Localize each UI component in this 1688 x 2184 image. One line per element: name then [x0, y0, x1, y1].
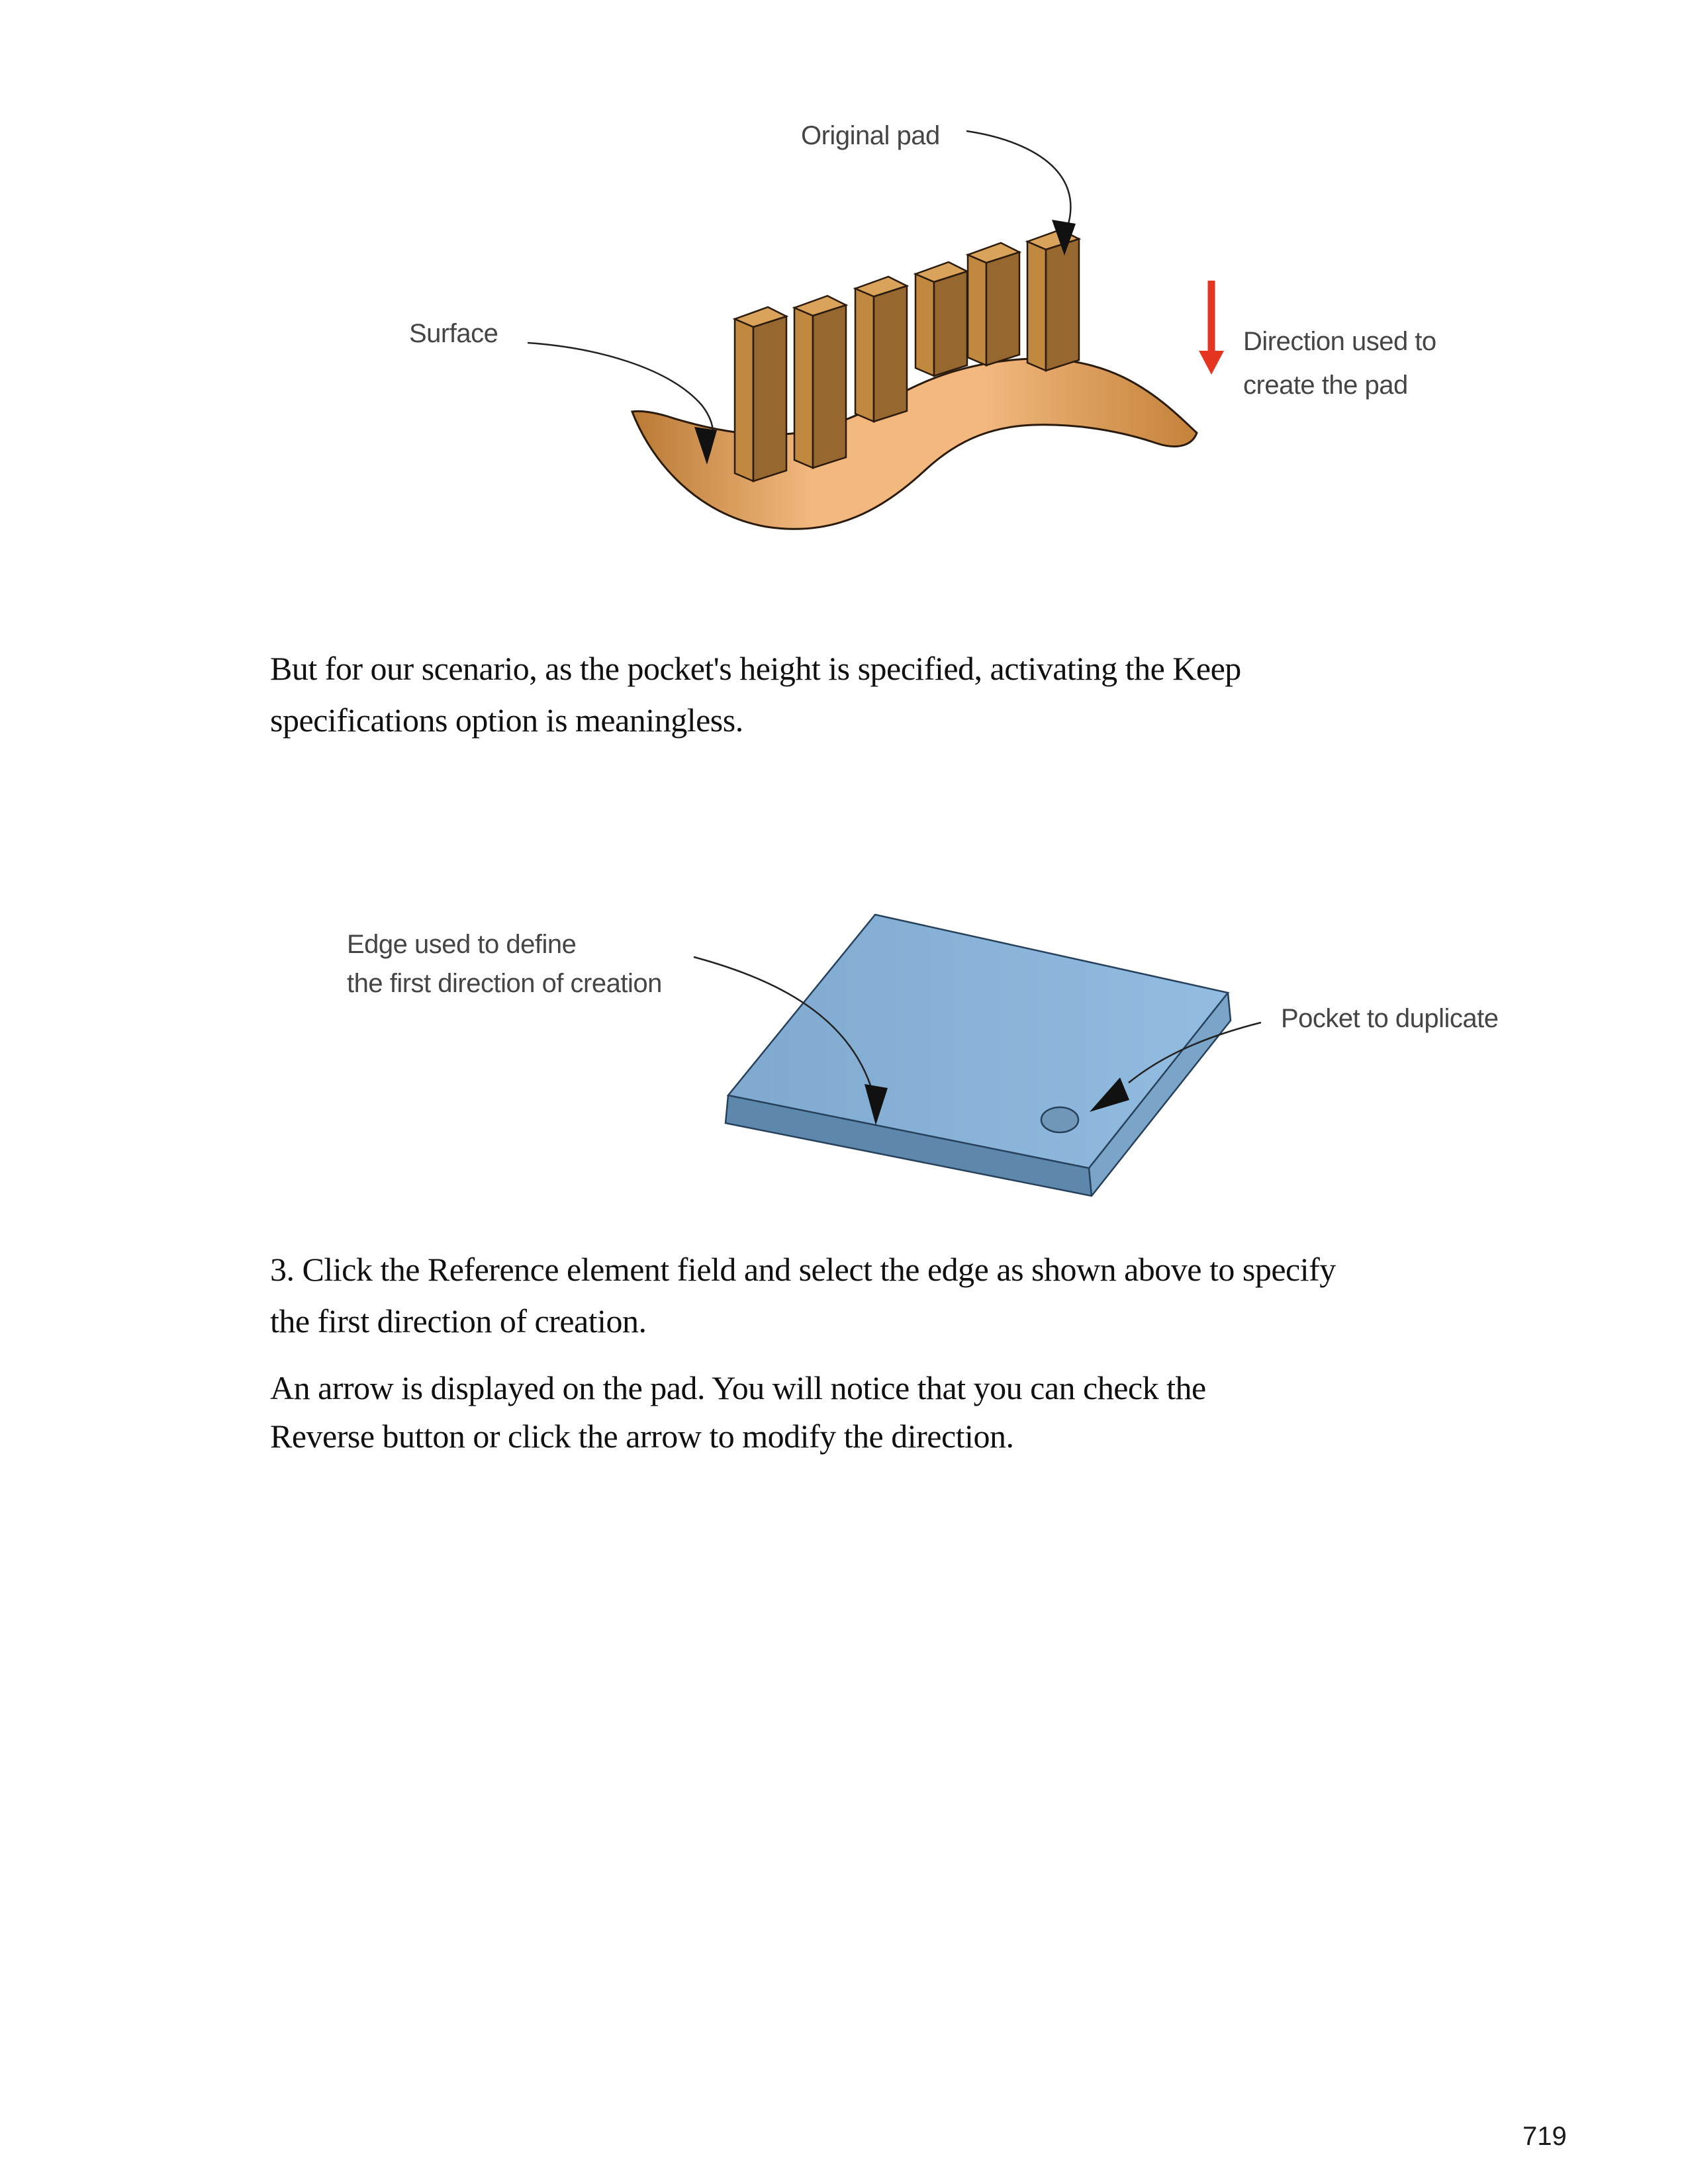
pad-top-face	[915, 262, 967, 282]
pad-side-face	[794, 308, 813, 468]
red-direction-arrow-icon	[1199, 281, 1224, 375]
figure2-label-pocket: Pocket to duplicate	[1281, 1004, 1499, 1033]
surface-leader-arrow	[528, 343, 717, 465]
figure1-label-direction-line2: create the pad	[1243, 371, 1408, 400]
pad-side-face	[855, 289, 874, 422]
paragraph3-line2: Reverse button or click the arrow to modify the direction.	[270, 1418, 1014, 1455]
plate-right-side-face	[1089, 993, 1231, 1196]
wavy-surface	[632, 359, 1197, 529]
leader-curve	[1129, 1023, 1261, 1083]
pad-side-face	[735, 319, 753, 481]
arrowhead-icon	[694, 427, 717, 465]
figure2-plate-with-pocket	[694, 915, 1261, 1196]
arrowhead-icon	[1090, 1077, 1129, 1112]
pocket-leader-arrow	[1090, 1023, 1261, 1112]
pad-top-face	[794, 296, 846, 316]
edge-leader-arrow	[694, 957, 888, 1125]
figure1-surface-with-pads	[528, 131, 1224, 529]
figure2-label-edge-line2: the first direction of creation	[347, 969, 662, 998]
paragraph1-line2: specifications option is meaningless.	[270, 702, 743, 739]
surface-underside	[634, 413, 688, 462]
pad-top-face	[968, 243, 1019, 263]
pad-side-face	[1027, 242, 1046, 371]
pad-front-face	[813, 305, 846, 468]
figure1-label-direction-line1: Direction used to	[1243, 327, 1436, 356]
pad-side-face	[968, 255, 986, 365]
original-pad-leader-arrow	[966, 131, 1076, 255]
pad-top-face	[1027, 230, 1079, 250]
pad-front-face	[986, 252, 1019, 365]
page-number: 719	[1523, 2122, 1567, 2151]
pad-4	[915, 262, 967, 376]
pad-6-original	[1027, 230, 1079, 371]
figure1-label-original-pad: Original pad	[801, 121, 940, 150]
arrowhead-icon	[865, 1084, 888, 1125]
pocket-feature	[1041, 1107, 1078, 1132]
leader-curve	[694, 957, 870, 1085]
pad-top-face	[855, 277, 907, 296]
pad-front-face	[753, 316, 786, 481]
paragraph2-step3-line2: the first direction of creation.	[270, 1302, 647, 1340]
pocket-outline	[1041, 1107, 1078, 1132]
pad-top-face	[735, 307, 786, 327]
pad-side-face	[915, 274, 934, 376]
arrowhead-icon	[1052, 220, 1076, 255]
pad-2	[794, 296, 846, 468]
figure2-label-edge-line1: Edge used to define	[347, 930, 577, 959]
pad-5	[968, 243, 1019, 365]
leader-curve	[528, 343, 713, 457]
leader-curve	[966, 131, 1070, 228]
pad-front-face	[1046, 239, 1079, 371]
paragraph1-line1: But for our scenario, as the pocket's height is specified, activating the Keep	[270, 650, 1241, 687]
pad-front-face	[874, 286, 907, 422]
pad-front-face	[934, 271, 967, 376]
figure1-label-surface: Surface	[409, 319, 498, 348]
paragraph3-line1: An arrow is displayed on the pad. You will notice that you can check the	[270, 1369, 1206, 1406]
plate-left-side-face	[726, 1095, 1092, 1196]
pad-1	[735, 307, 786, 481]
pad-3	[855, 277, 907, 422]
paragraph2-step3-line1: 3. Click the Reference element field and select the edge as shown above to specify	[270, 1251, 1336, 1288]
plate-edge-outline	[726, 993, 1231, 1196]
plate-top-face	[728, 915, 1228, 1168]
